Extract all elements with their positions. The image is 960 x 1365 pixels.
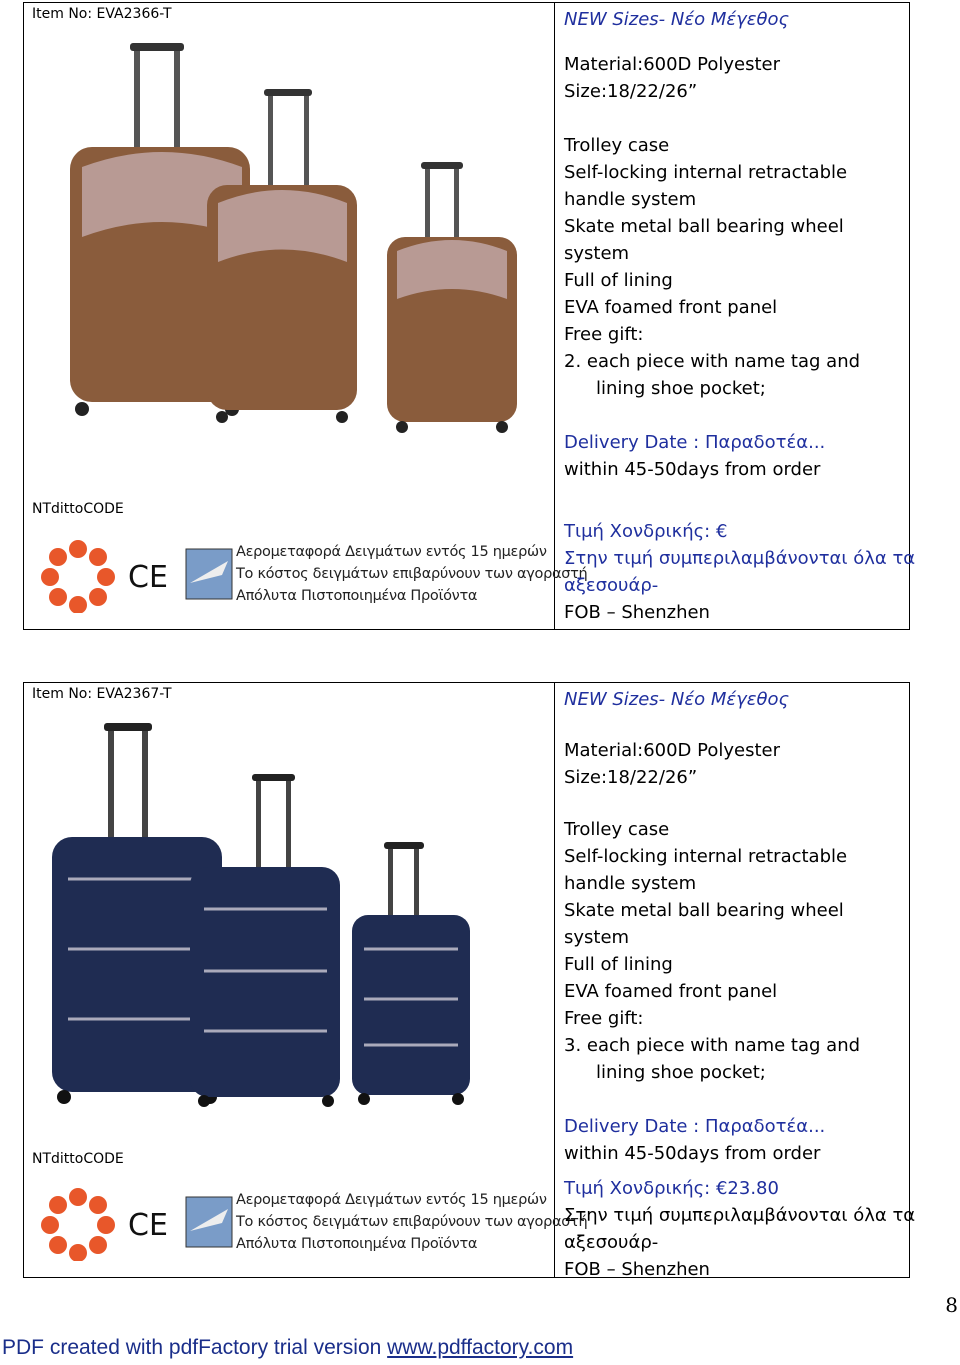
- page-number: 8: [945, 1293, 958, 1317]
- price-note-1: Στην τιμή συμπεριλαμβάνονται όλα τα: [564, 548, 916, 569]
- feature-2: handle system: [564, 873, 697, 894]
- fob: FOB – Shenzhen: [564, 1259, 710, 1280]
- feature-0: Trolley case: [564, 135, 670, 156]
- fob: FOB – Shenzhen: [564, 602, 710, 623]
- feature-4: system: [564, 243, 630, 264]
- feature-3: Skate metal ball bearing wheel: [564, 900, 844, 921]
- sizes-heading: NEW Sizes- Νέο Μέγεθος: [564, 9, 790, 30]
- gift-line-2: lining shoe pocket;: [596, 378, 766, 399]
- feature-2: handle system: [564, 189, 697, 210]
- gift-item: [564, 348, 903, 375]
- feature-6: EVA foamed front panel: [564, 297, 778, 318]
- material: Material:600D Polyester: [564, 54, 780, 75]
- price-note-2: αξεσουάρ-: [564, 1232, 659, 1253]
- medium-suitcase: [190, 774, 340, 1107]
- nt-code: NTdittoCODE: [32, 1151, 124, 1167]
- feature-3: Skate metal ball bearing wheel: [564, 216, 844, 237]
- gift-line-1: each piece with name tag and: [586, 1035, 861, 1056]
- cert-line-3: Απόλυτα Πιστοποιημένα Προϊόντα: [236, 1236, 478, 1252]
- company-logo-icon: [36, 535, 236, 613]
- feature-0: Trolley case: [564, 819, 670, 840]
- cert-line-1: Αερομεταφορά Δειγμάτων εντός 15 ημερών: [236, 544, 547, 560]
- material: Material:600D Polyester: [564, 740, 780, 761]
- ce-mark-icon: CE: [128, 560, 168, 595]
- certification-banner: [36, 535, 588, 613]
- gift-line-2: lining shoe pocket;: [596, 1062, 766, 1083]
- delivery-value: within 45-50days from order: [564, 1143, 821, 1164]
- column-divider: [554, 683, 555, 1277]
- feature-1: Self-locking internal retractable: [564, 846, 848, 867]
- ce-mark-icon: CE: [128, 1208, 168, 1243]
- delivery-value: within 45-50days from order: [564, 459, 821, 480]
- feature-7: Free gift:: [564, 324, 644, 345]
- feature-5: Full of lining: [564, 954, 673, 975]
- cert-line-2: Το κόστος δειγμάτων επιβαρύνουν των αγοραστή: [236, 566, 588, 582]
- price-note-2: αξεσουάρ-: [564, 575, 659, 596]
- medium-suitcase: [207, 89, 357, 423]
- product-photo-brown-luggage: [42, 37, 542, 437]
- footer-text: PDF created with pdfFactory trial version: [2, 1336, 388, 1359]
- company-logo-icon: [36, 1183, 236, 1261]
- gift-number: 3.: [564, 1035, 582, 1056]
- gift-line-1: each piece with name tag and: [586, 351, 861, 372]
- feature-6: EVA foamed front panel: [564, 981, 778, 1002]
- product-card-1: [23, 2, 916, 630]
- product-details: [564, 686, 916, 1283]
- column-divider: [554, 3, 555, 629]
- cert-line-2: Το κόστος δειγμάτων επιβαρύνουν των αγοραστή: [236, 1214, 588, 1230]
- feature-1: Self-locking internal retractable: [564, 162, 848, 183]
- feature-5: Full of lining: [564, 270, 673, 291]
- feature-4: system: [564, 927, 630, 948]
- product-photo-navy-luggage: [42, 719, 542, 1109]
- wholesale-price: Τιμή Χονδρικής: €23.80: [564, 1178, 779, 1199]
- pdf-footer: [2, 1336, 573, 1360]
- gift-number: 2.: [564, 351, 582, 372]
- nt-code: NTdittoCODE: [32, 501, 124, 517]
- delivery-label: Delivery Date : Παραδοτέα...: [564, 432, 826, 453]
- cert-line-1: Αερομεταφορά Δειγμάτων εντός 15 ημερών: [236, 1192, 547, 1208]
- item-number: Item No: EVA2366-T: [32, 6, 172, 22]
- product-card-2: [23, 682, 916, 1280]
- item-number: Item No: EVA2367-T: [32, 686, 172, 702]
- footer-link[interactable]: www.pdffactory.com: [387, 1336, 574, 1359]
- product-details: [564, 6, 916, 626]
- wholesale-price: Τιμή Χονδρικής: €: [564, 521, 728, 542]
- small-suitcase: [387, 162, 517, 433]
- small-suitcase: [352, 842, 470, 1105]
- gift-item: [564, 1032, 903, 1059]
- sizes-heading: NEW Sizes- Νέο Μέγεθος: [564, 689, 790, 710]
- cert-line-3: Απόλυτα Πιστοποιημένα Προϊόντα: [236, 588, 478, 604]
- size: Size:18/22/26”: [564, 767, 698, 788]
- delivery-label: Delivery Date : Παραδοτέα...: [564, 1116, 826, 1137]
- price-note-1: Στην τιμή συμπεριλαμβάνονται όλα τα: [564, 1205, 916, 1226]
- certification-banner: [36, 1183, 588, 1261]
- size: Size:18/22/26”: [564, 81, 698, 102]
- feature-7: Free gift:: [564, 1008, 644, 1029]
